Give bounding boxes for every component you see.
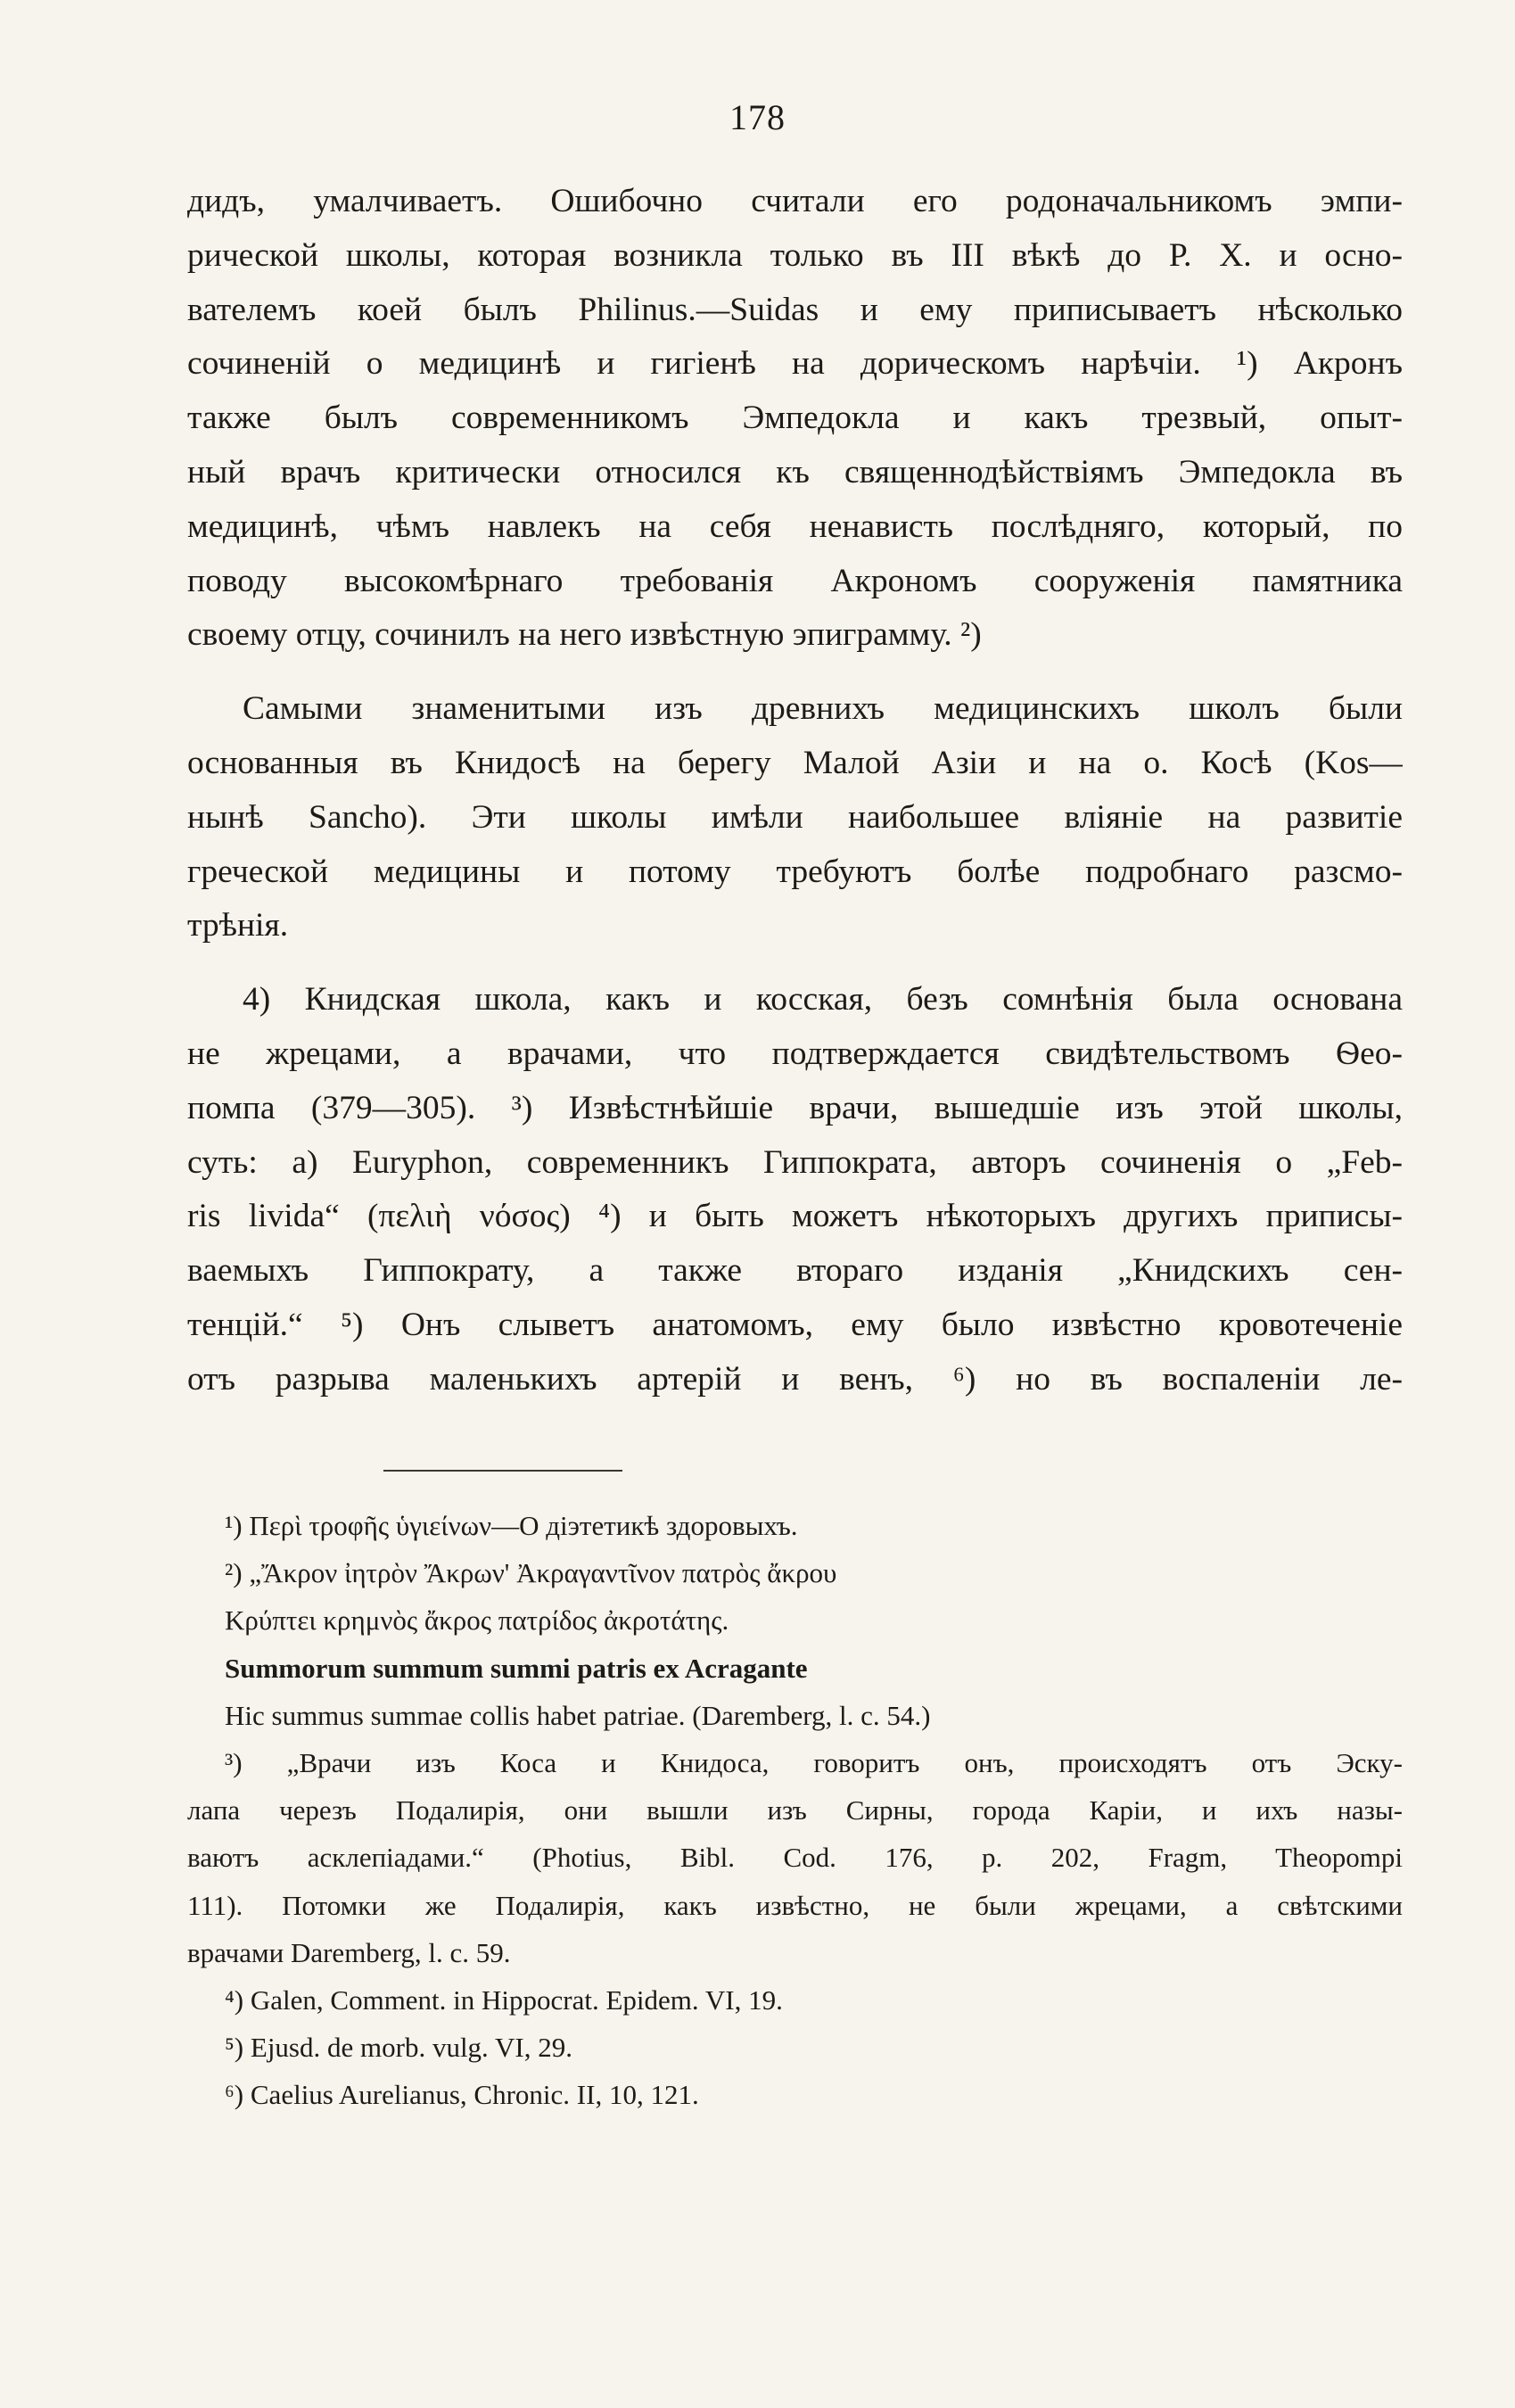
footnote-line: 111). Потомки же Подалирія, какъ извѣстно, не были жрецами, а свѣтскими <box>187 1889 1403 1921</box>
paragraph <box>187 973 1403 1406</box>
text-line: помпа (379—305). ³) Извѣстнѣйшіе врачи, вышедшіе изъ этой школы, <box>187 1089 1403 1126</box>
footnotes <box>187 1502 1403 2119</box>
text-line: ный врачъ критически относился къ священнодѣйствіямъ Эмпедокла въ <box>187 453 1403 491</box>
text-line: трѣнія. <box>187 907 289 944</box>
text-line: медицинѣ, чѣмъ навлекъ на себя ненависть послѣдняго, который, по <box>187 507 1403 545</box>
text-line: вателемъ коей былъ Philinus.—Suidas и ему приписываетъ нѣсколько <box>187 291 1403 328</box>
footnote <box>187 2071 1403 2118</box>
text-line: также былъ современникомъ Эмпедокла и какъ трезвый, опыт- <box>187 400 1403 437</box>
text-line: не жрецами, а врачами, что подтверждается свидѣтельствомъ Ѳео- <box>187 1035 1403 1072</box>
text-line: основанныя въ Книдосѣ на берегу Малой Азіи и на о. Косѣ (Kos— <box>187 744 1403 781</box>
footnote-line: ⁵) Ejusd. de morb. vulg. VI, 29. <box>225 2032 572 2064</box>
text-line: сочиненій о медицинѣ и гигіенѣ на дорическомъ нарѣчіи. ¹) Акронъ <box>187 345 1403 383</box>
footnote-divider <box>383 1470 622 1472</box>
page-number: 178 <box>729 97 786 137</box>
paragraph <box>187 175 1403 663</box>
footnote-line: ²) „Ἄκρον ἰητρὸν Ἄκρων' Ἀκραγαντῖνον πατρὸς ἄκρου <box>225 1557 837 1589</box>
main-text <box>187 175 1403 1407</box>
text-line: греческой медицины и потому требуютъ болѣе подробнаго разсмо- <box>187 853 1403 890</box>
paragraph <box>187 682 1403 953</box>
footnote <box>187 1739 1403 1976</box>
text-line: тенцій.“ ⁵) Онъ слыветъ анатомомъ, ему было извѣстно кровотеченіе <box>187 1306 1403 1343</box>
text-line: отъ разрыва маленькихъ артерій и венъ, ⁶) но въ воспаленіи ле- <box>187 1360 1403 1398</box>
footnote-line: врачами Daremberg, l. c. 59. <box>187 1936 511 1968</box>
text-line: ris livida“ (πελιὴ νόσος) ⁴) и быть можетъ нѣкоторыхъ другихъ приписы- <box>187 1198 1403 1235</box>
text-line: поводу высокомѣрнаго требованія Акрономъ сооруженія памятника <box>187 562 1403 599</box>
footnote-line: ⁴) Galen, Comment. in Hippocrat. Epidem. VI, 19. <box>225 1984 783 2016</box>
footnote <box>187 2024 1403 2071</box>
text-line: нынѣ Sancho). Эти школы имѣли наибольшее вліяніе на развитіе <box>187 798 1403 836</box>
footnote-line: ¹) Περὶ τροφῆς ὑγιείνων—О діэтетикѣ здоровыхъ. <box>225 1510 798 1541</box>
footnote <box>187 1502 1403 1549</box>
text-line: суть: а) Euryphon, современникъ Гиппократа, авторъ сочиненія о „Feb- <box>187 1143 1403 1181</box>
footnote <box>187 1549 1403 1739</box>
footnote-line: Summorum summum summi patris ex Acragante <box>225 1652 808 1684</box>
footnote-line: ³) „Врачи изъ Коса и Книдоса, говоритъ онъ, происходятъ отъ Эску- <box>225 1747 1403 1779</box>
footnote-line: ваютъ асклепіадами.“ (Photius, Bibl. Cod. 176, p. 202, Fragm, Theopompi <box>187 1842 1403 1874</box>
text-line: своему отцу, сочинилъ на него извѣстную эпиграмму. ²) <box>187 616 982 654</box>
footnote-line: лапа черезъ Подалирія, они вышли изъ Сирны, города Каріи, и ихъ назы- <box>187 1794 1403 1827</box>
footnote <box>187 1976 1403 2024</box>
footnote-line: Κρύπτει κρημνὸς ἄκρος πατρίδος ἀκροτάτης. <box>225 1604 729 1637</box>
footnote-line: Hic summus summae collis habet patriae. (Daremberg, l. c. 54.) <box>225 1699 931 1731</box>
text-line: дидъ, умалчиваетъ. Ошибочно считали его родоначальникомъ эмпи- <box>187 183 1403 219</box>
text-line: ваемыхъ Гиппократу, а также втораго изданія „Книдскихъ сен- <box>187 1252 1403 1290</box>
footnote-line: ⁶) Caelius Aurelianus, Chronic. II, 10, 121. <box>225 2079 699 2111</box>
text-line: 4) Книдская школа, какъ и косская, безъ сомнѣнія была основана <box>243 981 1403 1018</box>
text-line: рической школы, которая возникла только въ III вѣкѣ до Р. Х. и осно- <box>187 236 1403 274</box>
text-line: Самыми знаменитыми изъ древнихъ медицинскихъ школъ были <box>243 690 1403 728</box>
